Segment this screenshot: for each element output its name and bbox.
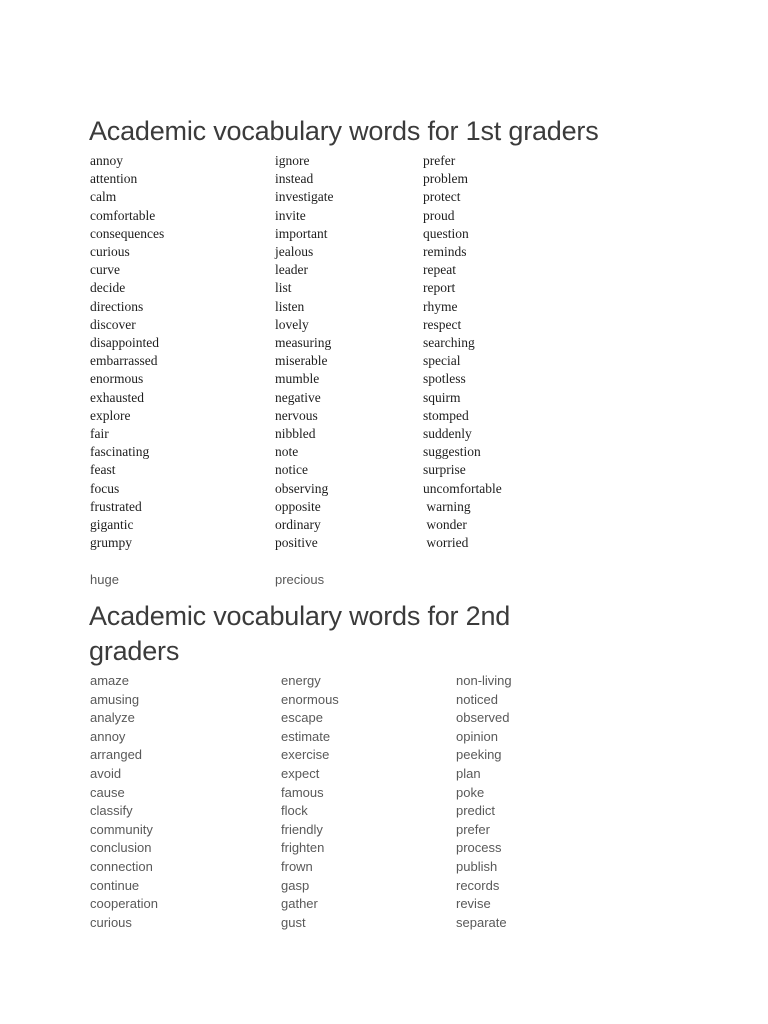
word-item: instead [275, 171, 314, 187]
word-item: frown [281, 858, 313, 874]
word-item: rhyme [423, 298, 458, 314]
word-item: consequences [90, 225, 165, 241]
word-item: comfortable [90, 207, 156, 223]
word-item: listen [275, 298, 305, 314]
word-item: focus [90, 480, 120, 496]
word-item: embarrassed [90, 353, 158, 369]
word-item: analyze [90, 710, 135, 726]
word-item: enormous [281, 691, 339, 707]
word-item: stomped [423, 407, 469, 423]
word-item: protect [423, 189, 461, 205]
word-item: ignore [275, 153, 310, 168]
word-item: attention [90, 171, 138, 187]
word-item: precious [275, 571, 325, 587]
word-item: prefer [423, 153, 456, 168]
word-item: positive [275, 535, 318, 551]
word-column [456, 672, 512, 932]
word-item: explore [90, 407, 131, 423]
word-item: gather [281, 896, 318, 912]
word-item: important [275, 225, 328, 241]
word-item: estimate [281, 728, 331, 744]
word-item: investigate [275, 189, 334, 205]
word-item: lovely [275, 316, 309, 332]
word-item: connection [90, 858, 153, 874]
word-item: list [275, 280, 292, 296]
word-item: special [423, 353, 461, 369]
word-item: squirm [423, 389, 461, 405]
word-item: prefer [456, 821, 490, 837]
word-item: noticed [456, 691, 498, 707]
word-item: avoid [90, 765, 122, 781]
word-item: amaze [90, 673, 130, 688]
word-column [90, 672, 158, 932]
word-item: grumpy [90, 535, 132, 551]
word-item: surprise [423, 462, 466, 478]
word-item: spotless [423, 371, 466, 387]
word-item: negative [275, 389, 321, 405]
word-item: annoy [90, 153, 123, 168]
word-item: observing [275, 480, 329, 496]
word-item: feast [90, 462, 116, 478]
word-item: suggestion [423, 444, 481, 460]
word-column [90, 152, 164, 589]
heading-2nd-graders: Academic vocabulary words for 2nd graders [89, 601, 518, 666]
word-item: worried [423, 535, 469, 551]
word-item: directions [90, 298, 144, 314]
word-item: ordinary [275, 517, 321, 533]
word-item: invite [275, 207, 306, 223]
word-item: enormous [90, 371, 144, 387]
word-item: disappointed [90, 335, 159, 351]
word-item: arranged [90, 747, 143, 763]
word-item: famous [281, 784, 324, 800]
word-item: discover [90, 316, 136, 332]
word-item: question [423, 225, 469, 241]
word-item: jealous [275, 244, 314, 260]
word-item: leader [275, 262, 308, 278]
word-column [275, 152, 333, 589]
word-item: revise [456, 896, 491, 912]
word-item: process [456, 840, 502, 856]
word-item: plan [456, 765, 481, 781]
word-item: fair [90, 426, 109, 442]
word-item: gasp [281, 877, 310, 893]
word-item: repeat [423, 262, 456, 278]
word-item: searching [423, 335, 475, 351]
word-item: calm [90, 189, 117, 205]
word-item: opinion [456, 728, 498, 744]
word-item: flock [281, 803, 308, 819]
word-item: records [456, 877, 500, 893]
word-item: conclusion [90, 840, 152, 856]
word-item: frighten [281, 840, 325, 856]
word-item: publish [456, 858, 498, 874]
word-item: exhausted [90, 389, 144, 405]
word-item: curve [90, 262, 120, 278]
heading-1st-graders: Academic vocabulary words for 1st graders [89, 116, 599, 146]
word-item: wonder [423, 517, 467, 533]
word-item: note [275, 444, 299, 460]
word-item: suddenly [423, 426, 472, 442]
word-column [423, 152, 502, 552]
word-item: respect [423, 316, 462, 332]
word-item: expect [281, 765, 320, 781]
word-item: problem [423, 171, 468, 187]
word-item: non-living [456, 673, 512, 688]
word-item: proud [423, 207, 455, 223]
word-item: measuring [275, 335, 332, 351]
word-item: predict [456, 803, 496, 819]
word-item: energy [281, 673, 321, 688]
word-item: amusing [90, 691, 140, 707]
word-item: observed [456, 710, 510, 726]
word-item: notice [275, 462, 308, 478]
word-item: gigantic [90, 517, 134, 533]
word-item: curious [90, 244, 130, 260]
word-item: mumble [275, 371, 320, 387]
word-item: opposite [275, 498, 321, 514]
word-item: community [90, 821, 153, 837]
word-item: gust [281, 914, 306, 930]
word-item: classify [90, 803, 133, 819]
word-item: miserable [275, 353, 328, 369]
word-item: frustrated [90, 498, 142, 514]
word-item: huge [90, 571, 119, 587]
word-item: fascinating [90, 444, 150, 460]
word-item: curious [90, 914, 132, 930]
word-item: exercise [281, 747, 330, 763]
word-item: nervous [275, 407, 318, 423]
word-item: uncomfortable [423, 480, 502, 496]
word-item: cooperation [90, 896, 158, 912]
word-item: poke [456, 784, 485, 800]
word-item: nibbled [275, 426, 316, 442]
word-item: decide [90, 280, 126, 296]
word-item: continue [90, 877, 140, 893]
word-item: warning [423, 498, 471, 514]
word-item: separate [456, 914, 507, 930]
word-item: report [423, 280, 456, 296]
word-item: cause [90, 784, 125, 800]
word-item: annoy [90, 728, 126, 744]
word-item: escape [281, 710, 323, 726]
word-column [281, 672, 339, 932]
word-item: friendly [281, 821, 323, 837]
word-item: reminds [423, 244, 467, 260]
word-item: peeking [456, 747, 502, 763]
